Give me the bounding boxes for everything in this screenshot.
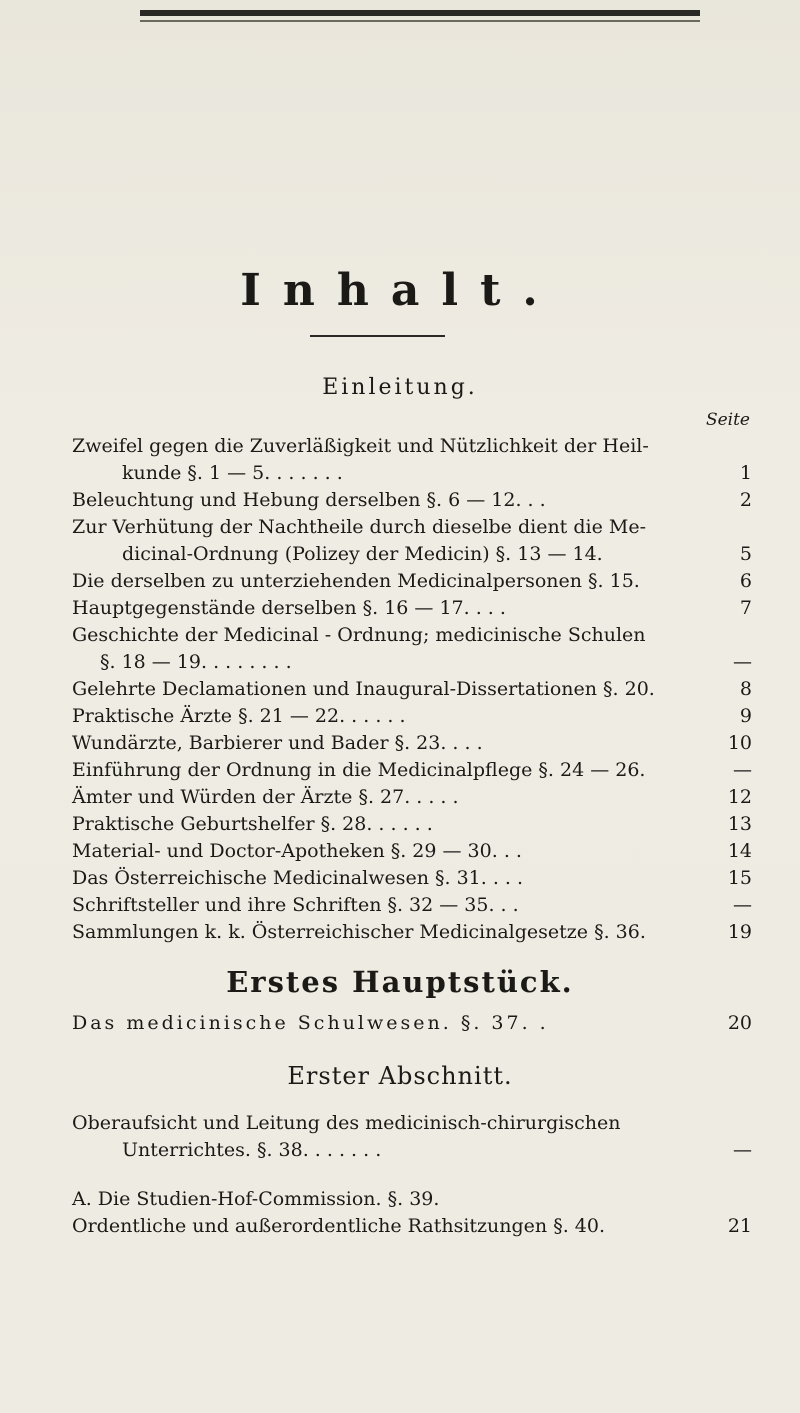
toc-entry-page: 14 <box>727 840 752 862</box>
toc-entry <box>72 487 752 514</box>
toc-entry-text: Material- und Doctor-Apotheken §. 29 — 30. . . <box>72 840 522 862</box>
toc-entry <box>72 1213 752 1240</box>
toc-entry-page: 20 <box>727 1012 752 1034</box>
toc-entry <box>72 1110 752 1137</box>
toc-entry <box>72 757 752 784</box>
toc-einleitung <box>72 433 752 946</box>
toc-entry-text: Praktische Geburtshelfer §. 28. . . . . . <box>72 813 433 835</box>
toc-entry-page: 8 <box>739 678 752 700</box>
toc-entry-text: Sammlungen k. k. Österreichischer Medicinalgesetze §. 36. <box>72 921 646 943</box>
einleitung-heading: Einleitung. <box>322 375 478 400</box>
toc-entry <box>72 460 752 487</box>
toc-entry-text: Hauptgegenstände derselben §. 16 — 17. . . . <box>72 597 506 619</box>
toc-entry <box>72 676 752 703</box>
toc-entry-text: Ämter und Würden der Ärzte §. 27. . . . . <box>72 786 459 808</box>
toc-entry-text: Einführung der Ordnung in die Medicinalpflege §. 24 — 26. <box>72 759 646 781</box>
toc-entry-text: Oberaufsicht und Leitung des medicinisch-chirurgischen <box>72 1112 621 1134</box>
toc-entry <box>72 595 752 622</box>
toc-entry <box>72 919 752 946</box>
seite-label: Seite <box>705 410 750 430</box>
toc-entry-text: Geschichte der Medicinal - Ordnung; medicinische Schulen <box>72 624 646 646</box>
toc-entry-text: §. 18 — 19. . . . . . . . <box>100 651 292 673</box>
toc-entry-page: — <box>733 759 752 781</box>
toc-entry-page: 12 <box>727 786 752 808</box>
toc-entry-page: 1 <box>739 462 752 484</box>
toc-entry <box>72 865 752 892</box>
toc-entry-text: Zweifel gegen die Zuverläßigkeit und Nützlichkeit der Heil- <box>72 435 649 457</box>
toc-entry-page: 5 <box>739 543 752 565</box>
toc-entry <box>72 433 752 460</box>
toc-entry-page: 7 <box>739 597 752 619</box>
toc-entry <box>72 1137 752 1164</box>
title-underline <box>310 335 445 337</box>
toc-entry-text: kunde §. 1 — 5. . . . . . . <box>122 462 343 484</box>
toc-entry-page: 13 <box>727 813 752 835</box>
toc-entry <box>72 1186 752 1213</box>
toc-entry-page: 15 <box>727 867 752 889</box>
toc-entry-text: Praktische Ärzte §. 21 — 22. . . . . . <box>72 705 406 727</box>
toc-entry-text: Das medicinische Schulwesen. §. 37. . <box>72 1012 549 1034</box>
toc-entry-page: 6 <box>739 570 752 592</box>
toc-entry-text: Schriftsteller und ihre Schriften §. 32 — 35. . . <box>72 894 519 916</box>
top-border-rule-thin <box>140 20 700 22</box>
toc-entry-page: 10 <box>727 732 752 754</box>
top-border-rule <box>140 10 700 16</box>
toc-entry <box>72 1010 752 1037</box>
toc-entry-page: — <box>733 1139 752 1161</box>
erster-abschnitt-heading: Erster Abschnitt. <box>287 1062 513 1090</box>
toc-entry-page: — <box>733 651 752 673</box>
toc-entry <box>72 568 752 595</box>
toc-entry-text: Beleuchtung und Hebung derselben §. 6 — 12. . . <box>72 489 546 511</box>
toc-entry-text: Die derselben zu unterziehenden Medicinalpersonen §. 15. <box>72 570 640 592</box>
toc-entry-text: Gelehrte Declamationen und Inaugural-Dissertationen §. 20. <box>72 678 655 700</box>
toc-entry <box>72 541 752 568</box>
toc-entry <box>72 703 752 730</box>
toc-entry <box>72 811 752 838</box>
toc-entry-text: dicinal-Ordnung (Polizey der Medicin) §. 13 — 14. <box>122 543 603 565</box>
toc-entry-page: 2 <box>739 489 752 511</box>
toc-entry <box>72 622 752 649</box>
toc-entry-page: 19 <box>727 921 752 943</box>
toc-entry-text: Ordentliche und außerordentliche Rathsitzungen §. 40. <box>72 1215 605 1237</box>
toc-abschnitt <box>72 1110 752 1164</box>
toc-entry <box>72 838 752 865</box>
toc-entry-text: Das Österreichische Medicinalwesen §. 31. . . . <box>72 867 524 889</box>
toc-entry-text: Zur Verhütung der Nachtheile durch dieselbe dient die Me- <box>72 516 646 538</box>
toc-entry <box>72 649 752 676</box>
erstes-hauptstueck-heading: Erstes Hauptstück. <box>226 965 574 999</box>
toc-entry-text: Wundärzte, Barbierer und Bader §. 23. . . . <box>72 732 483 754</box>
toc-entry <box>72 514 752 541</box>
page-title: Inhalt. <box>240 265 560 316</box>
toc-entry-text: A. Die Studien-Hof-Commission. §. 39. <box>72 1188 440 1210</box>
toc-entry <box>72 784 752 811</box>
toc-entry <box>72 730 752 757</box>
toc-entry-page: — <box>733 894 752 916</box>
toc-hauptstueck <box>72 1010 752 1037</box>
toc-entry-page: 21 <box>727 1215 752 1237</box>
toc-entry-text: Unterrichtes. §. 38. . . . . . . <box>122 1139 382 1161</box>
toc-entry-page: 9 <box>739 705 752 727</box>
toc-entry <box>72 892 752 919</box>
toc-studien <box>72 1186 752 1240</box>
